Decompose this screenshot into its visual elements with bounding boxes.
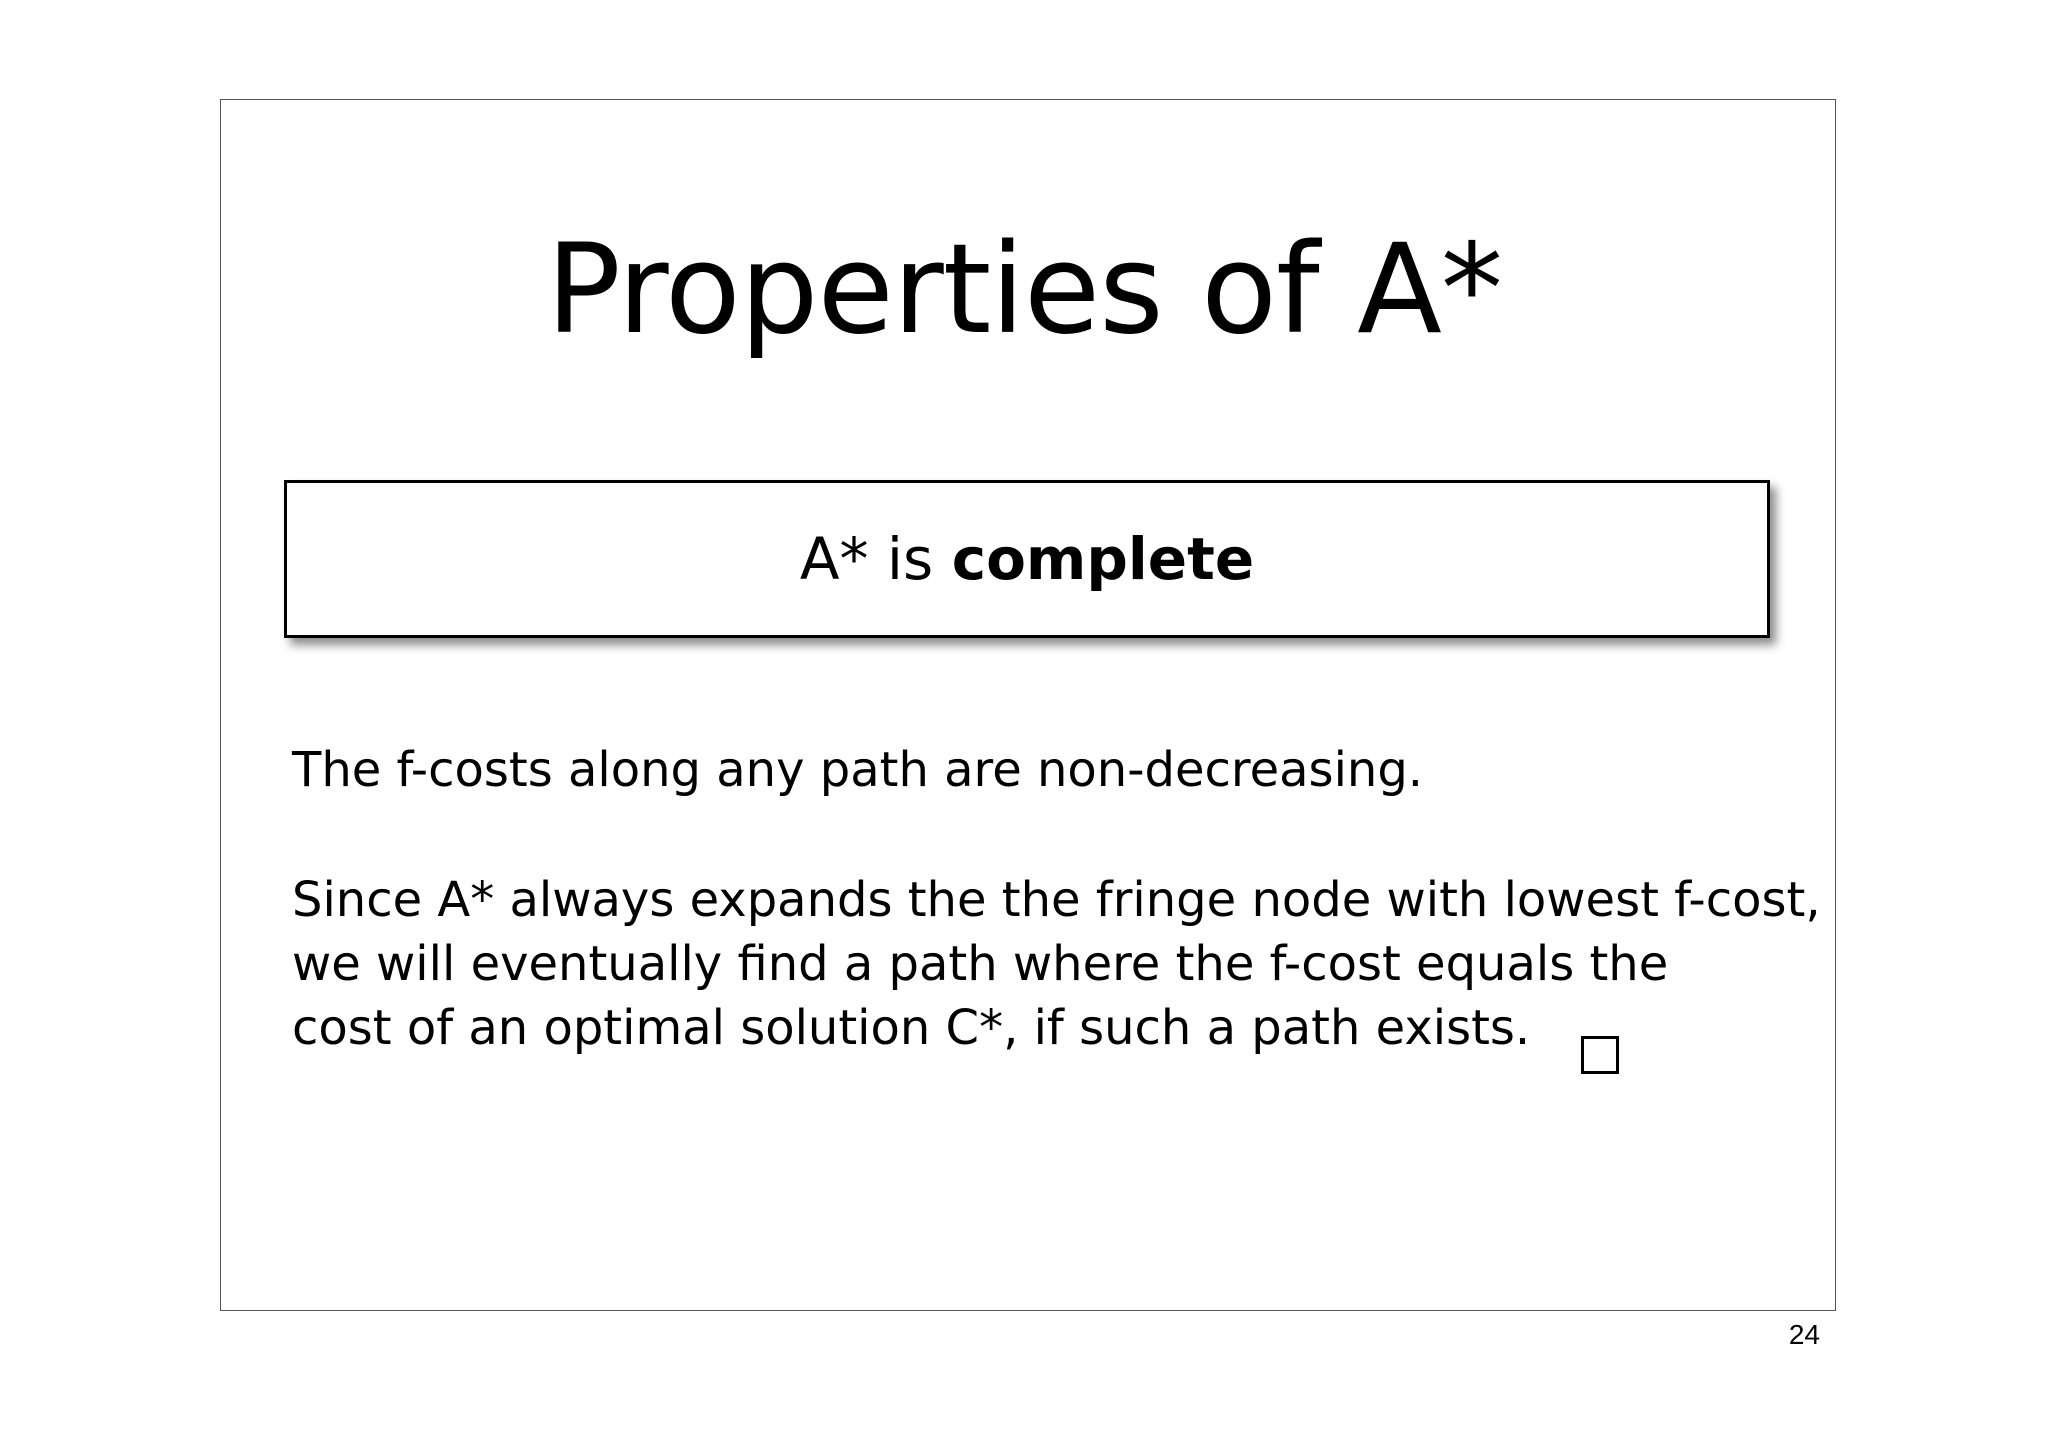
paragraph-completeness-argument [292, 868, 1821, 1060]
paragraph-non-decreasing: The f-costs along any path are non-decreasing. [292, 742, 1424, 798]
theorem-statement [800, 524, 1254, 594]
argument-line-1: Since A* always expands the the fringe node with lowest f-cost, [292, 872, 1821, 928]
slide-title: Properties of A* [546, 218, 1502, 362]
theorem-prefix: A* is [799, 525, 952, 593]
qed-square-icon [1581, 1036, 1619, 1074]
argument-line-2: we will eventually find a path where the f-cost equals the [292, 936, 1669, 992]
argument-line-3: cost of an optimal solution C*, if such a path exists. [292, 1000, 1531, 1056]
page-number: 24 [1788, 1319, 1820, 1350]
theorem-emphasis: complete [951, 525, 1255, 593]
theorem-box [284, 480, 1770, 638]
